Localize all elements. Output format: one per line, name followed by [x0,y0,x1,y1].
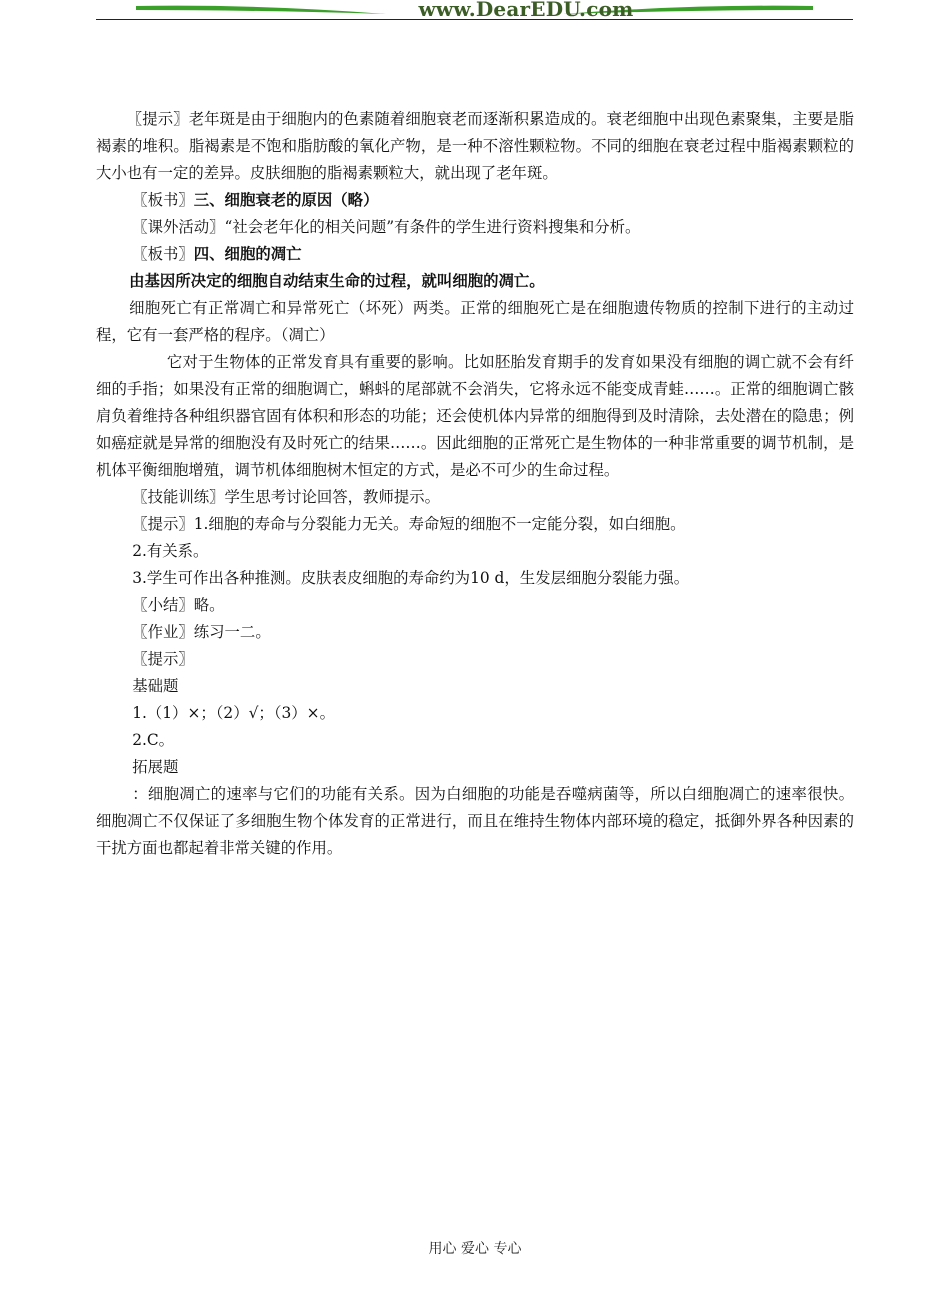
page-footer: 用心 爱心 专心 [428,1241,522,1257]
paragraph [96,214,854,241]
paragraph-text: 拓展题 [132,758,179,776]
paragraph-text: ：细胞凋亡的速率与它们的功能有关系。因为白细胞的功能是吞噬病菌等，所以白细胞凋亡的速率很快。细胞凋亡不仅保证了多细胞生物个体发育的正常进行，而且在维持生物体内部环境的稳定，抵御外界各种因素的干扰方面也都起着非常关键的作用。 [96,785,854,857]
paragraph-text: 2.有关系。 [132,542,209,560]
paragraph [96,646,854,673]
paragraph-text: 〖提示〗1.细胞的寿命与分裂能力无关。寿命短的细胞不一定能分裂，如白细胞。 [132,515,686,533]
paragraph [96,592,854,619]
paragraph [96,538,854,565]
paragraph [96,565,854,592]
paragraph-text: 三、细胞衰老的原因（略） [193,191,379,209]
header-rule [96,19,853,20]
section-tag: 〖板书〗 [132,245,194,263]
paragraph-text: 〖提示〗老年斑是由于细胞内的色素随着细胞衰老而逐渐积累造成的。衰老细胞中出现色素聚集，主要是脂褐素的堆积。脂褐素是不饱和脂肪酸的氧化产物，是一种不溶性颗粒物。不同的细胞在衰老过程中脂褐素颗粒的大小也有一定的差异。皮肤细胞的脂褐素颗粒大，就出现了老年斑。 [96,110,854,182]
paragraph-text: 〖课外活动〗“社会老年化的相关问题”有条件的学生进行资料搜集和分析。 [132,218,641,236]
paragraph [96,106,854,187]
paragraph [96,268,854,295]
paragraph-text: 2.C。 [132,731,175,749]
paragraph [96,511,854,538]
paragraph-text: 基础题 [132,677,179,695]
paragraph [96,619,854,646]
paragraph [96,673,854,700]
paragraph [96,187,854,214]
paragraph [96,700,854,727]
paragraph [96,484,854,511]
paragraph [96,349,854,484]
document-body [96,106,854,862]
paragraph [96,727,854,754]
paragraph-text: 〖技能训练〗学生思考讨论回答，教师提示。 [132,488,441,506]
paragraph [96,781,854,862]
paragraph-text: 1.（1）×；（2）√；（3）×。 [132,704,335,722]
paragraph-text: 四、细胞的凋亡 [193,245,302,263]
paragraph [96,241,854,268]
paragraph-text: 〖提示〗 [132,650,194,668]
paragraph-text: 由基因所决定的细胞自动结束生命的过程，就叫细胞的凋亡。 [129,272,545,290]
site-logo[interactable]: www.DearEDU.com [418,0,634,21]
page-header [96,0,853,24]
paragraph [96,754,854,781]
paragraph-text: 〖小结〗略。 [132,596,225,614]
paragraph-text: 它对于生物体的正常发育具有重要的影响。比如胚胎发育期手的发育如果没有细胞的调亡就不会有纤细的手指；如果没有正常的细胞调亡，蝌蚪的尾部就不会消失，它将永远不能变成青蛙……。正常的细胞调亡骸肩负着维持各种组织器官固有体积和形态的功能；还会使机体内异常的细胞得到及时清除，去处潜在的隐患；例如癌症就是异常的细胞没有及时死亡的结果……。因此细胞的正常死亡是生物体的一种非常重要的调节机制，是机体平衡细胞增殖，调节机体细胞树木恒定的方式，是必不可少的生命过程。 [96,353,854,479]
paragraph-text: 3.学生可作出各种推测。皮肤表皮细胞的寿命约为10 d，生发层细胞分裂能力强。 [132,569,690,587]
section-tag: 〖板书〗 [132,191,194,209]
paragraph-text: 细胞死亡有正常凋亡和异常死亡（坏死）两类。正常的细胞死亡是在细胞遗传物质的控制下进行的主动过程，它有一套严格的程序。（凋亡） [96,299,854,344]
paragraph [96,295,854,349]
paragraph-text: 〖作业〗练习一二。 [132,623,271,641]
